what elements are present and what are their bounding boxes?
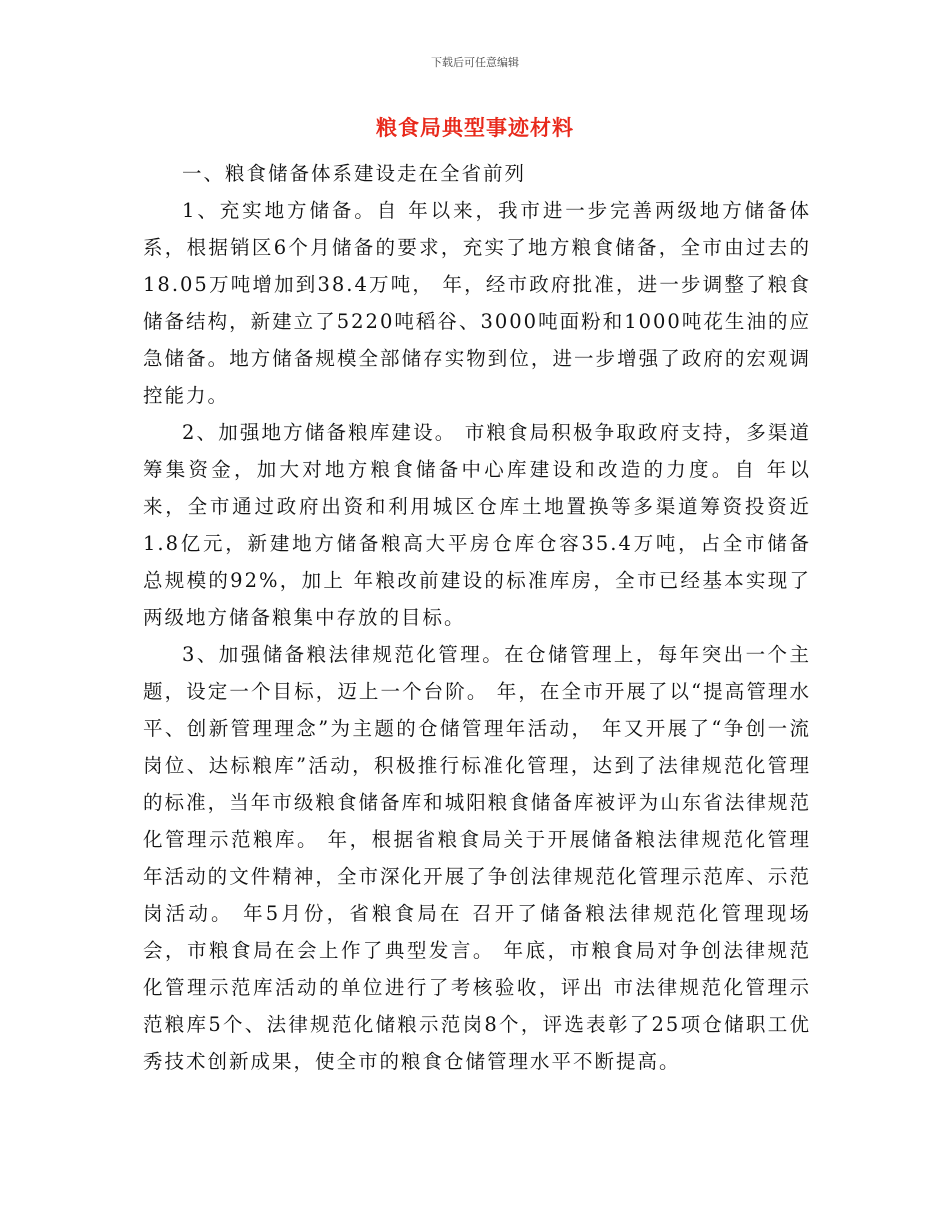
paragraph-1: 1、充实地方储备。自 年以来，我市进一步完善两级地方储备体系，根据销区6个月储备的要求，充实了地方粮食储备，全市由过去的18.05万吨增加到38.4万吨， 年，经市政府批准，进一步调整了粮食储备结构，新建立了5220吨稻谷、3000吨面粉和1000吨花生油的应急储备。地方储备规模全部储存实物到位，进一步增强了政府的宏观调控能力。 [143, 199, 811, 407]
paragraph-3: 3、加强储备粮法律规范化管理。在仓储管理上，每年突出一个主题，设定一个目标，迈上一个台阶。 年，在全市开展了以“提高管理水平、创新管理理念”为主题的仓储管理年活动， 年又开展了“争创一流岗位、达标粮库”活动，积极推行标准化管理，达到了法律规范化管理的标准，当年市级粮食储备库和城阳粮食储备库被评为山东省法律规范化管理示范粮库。 年，根据省粮食局关于开展储备粮法律规范化管理年活动的文件精神，全市深化开展了争创法律规范化管理示范库、示范岗活动。 年5月份，省粮食局在 召开了储备粮法律规范化管理现场会，市粮食局在会上作了典型发言。 年底，市粮食局对争创法律规范化管理示范库活动的单位进行了考核验收，评出 市法律规范化管理示范粮库5个、法律规范化储粮示范岗8个，评选表彰了25项仓储职工优秀技术创新成果，使全市的粮食仓储管理水平不断提高。 [143, 643, 811, 1073]
document-title: 粮食局典型事迹材料 [376, 115, 574, 140]
header-note: 下载后可任意编辑 [431, 56, 519, 69]
document-body [143, 155, 811, 1080]
paragraph-2: 2、加强地方储备粮库建设。 市粮食局积极争取政府支持，多渠道筹集资金，加大对地方粮食储备中心库建设和改造的力度。自 年以来，全市通过政府出资和利用城区仓库土地置换等多渠道筹资投资近1.8亿元，新建地方储备粮高大平房仓库仓容35.4万吨，占全市储备总规模的92%，加上 年粮改前建设的标准库房，全市已经基本实现了两级地方储备粮集中存放的目标。 [143, 421, 811, 629]
section-heading: 一、粮食储备体系建设走在全省前列 [182, 162, 527, 185]
